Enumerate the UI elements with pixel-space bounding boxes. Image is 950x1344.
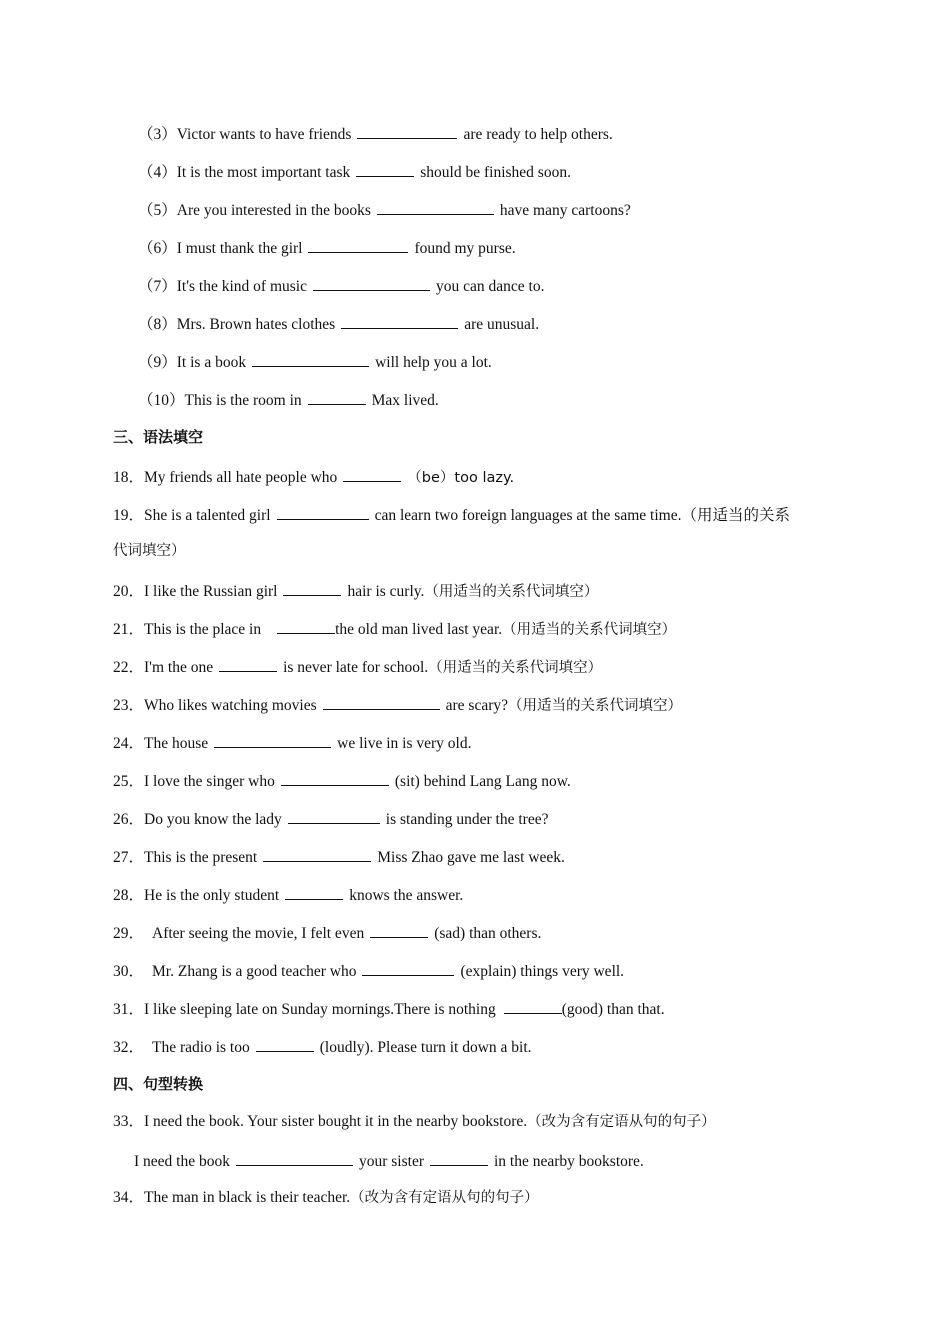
answer-blank[interactable]	[277, 618, 335, 634]
section-heading-grammar: 三、语法填空	[113, 428, 204, 446]
subitem-7: （7）It's the kind of music you can dance to.	[138, 275, 544, 297]
answer-blank[interactable]	[283, 580, 341, 596]
answer-blank[interactable]	[504, 998, 562, 1014]
answer-blank[interactable]	[288, 808, 380, 824]
question-24: 24．The house we live in is very old.	[113, 732, 471, 754]
question-33: 33．I need the book. Your sister bought it in the nearby bookstore.（改为含有定语从句的句子）	[113, 1113, 716, 1130]
question-32: 32． The radio is too (loudly). Please turn it down a bit.	[113, 1036, 532, 1058]
answer-blank[interactable]	[308, 237, 408, 253]
answer-blank[interactable]	[236, 1150, 353, 1166]
answer-blank[interactable]	[377, 199, 494, 215]
question-19-continued: 代词填空）	[113, 543, 186, 559]
answer-blank[interactable]	[343, 466, 401, 482]
answer-blank[interactable]	[277, 504, 369, 520]
subitem-3: （3）Victor wants to have friends are ready to help others.	[138, 123, 613, 145]
answer-blank[interactable]	[308, 389, 366, 405]
subitem-5: （5）Are you interested in the books have many cartoons?	[138, 199, 631, 221]
subitem-6: （6）I must thank the girl found my purse.	[138, 237, 516, 259]
question-27: 27．This is the present Miss Zhao gave me last week.	[113, 846, 565, 868]
question-33-answer-line: I need the book your sister in the nearby bookstore.	[134, 1150, 644, 1172]
question-22: 22．I'm the one is never late for school.（用适当的关系代词填空）	[113, 656, 602, 678]
question-29: 29． After seeing the movie, I felt even (sad) than others.	[113, 922, 541, 944]
answer-blank[interactable]	[370, 922, 428, 938]
section-heading-sentence-transform: 四、句型转换	[113, 1075, 204, 1093]
answer-blank[interactable]	[313, 275, 430, 291]
answer-blank[interactable]	[214, 732, 331, 748]
subitem-10: （10）This is the room in Max lived.	[138, 389, 439, 411]
question-19: 19．She is a talented girl can learn two foreign languages at the same time.（用适当的关系	[113, 504, 790, 526]
question-34: 34．The man in black is their teacher.（改为含有定语从句的句子）	[113, 1189, 539, 1206]
question-18: 18．My friends all hate people who （be）too lazy.	[113, 466, 514, 488]
answer-blank[interactable]	[256, 1036, 314, 1052]
question-23: 23．Who likes watching movies are scary?（用适当的关系代词填空）	[113, 694, 682, 716]
question-26: 26．Do you know the lady is standing under the tree?	[113, 808, 548, 830]
question-21: 21．This is the place in the old man lived last year.（用适当的关系代词填空）	[113, 618, 676, 640]
answer-blank[interactable]	[357, 123, 457, 139]
question-25: 25．I love the singer who (sit) behind Lang Lang now.	[113, 770, 571, 792]
answer-blank[interactable]	[323, 694, 440, 710]
question-20: 20．I like the Russian girl hair is curly.（用适当的关系代词填空）	[113, 580, 598, 602]
answer-blank[interactable]	[341, 313, 458, 329]
answer-blank[interactable]	[219, 656, 277, 672]
answer-blank[interactable]	[281, 770, 389, 786]
answer-blank[interactable]	[263, 846, 371, 862]
answer-blank[interactable]	[430, 1150, 488, 1166]
question-28: 28．He is the only student knows the answer.	[113, 884, 463, 906]
subitem-8: （8）Mrs. Brown hates clothes are unusual.	[138, 313, 539, 335]
question-30: 30． Mr. Zhang is a good teacher who (explain) things very well.	[113, 960, 624, 982]
answer-blank[interactable]	[285, 884, 343, 900]
subitem-9: （9）It is a book will help you a lot.	[138, 351, 492, 373]
subitem-4: （4）It is the most important task should be finished soon.	[138, 161, 571, 183]
answer-blank[interactable]	[252, 351, 369, 367]
answer-blank[interactable]	[362, 960, 454, 976]
question-31: 31．I like sleeping late on Sunday mornings.There is nothing (good) than that.	[113, 998, 665, 1020]
answer-blank[interactable]	[356, 161, 414, 177]
